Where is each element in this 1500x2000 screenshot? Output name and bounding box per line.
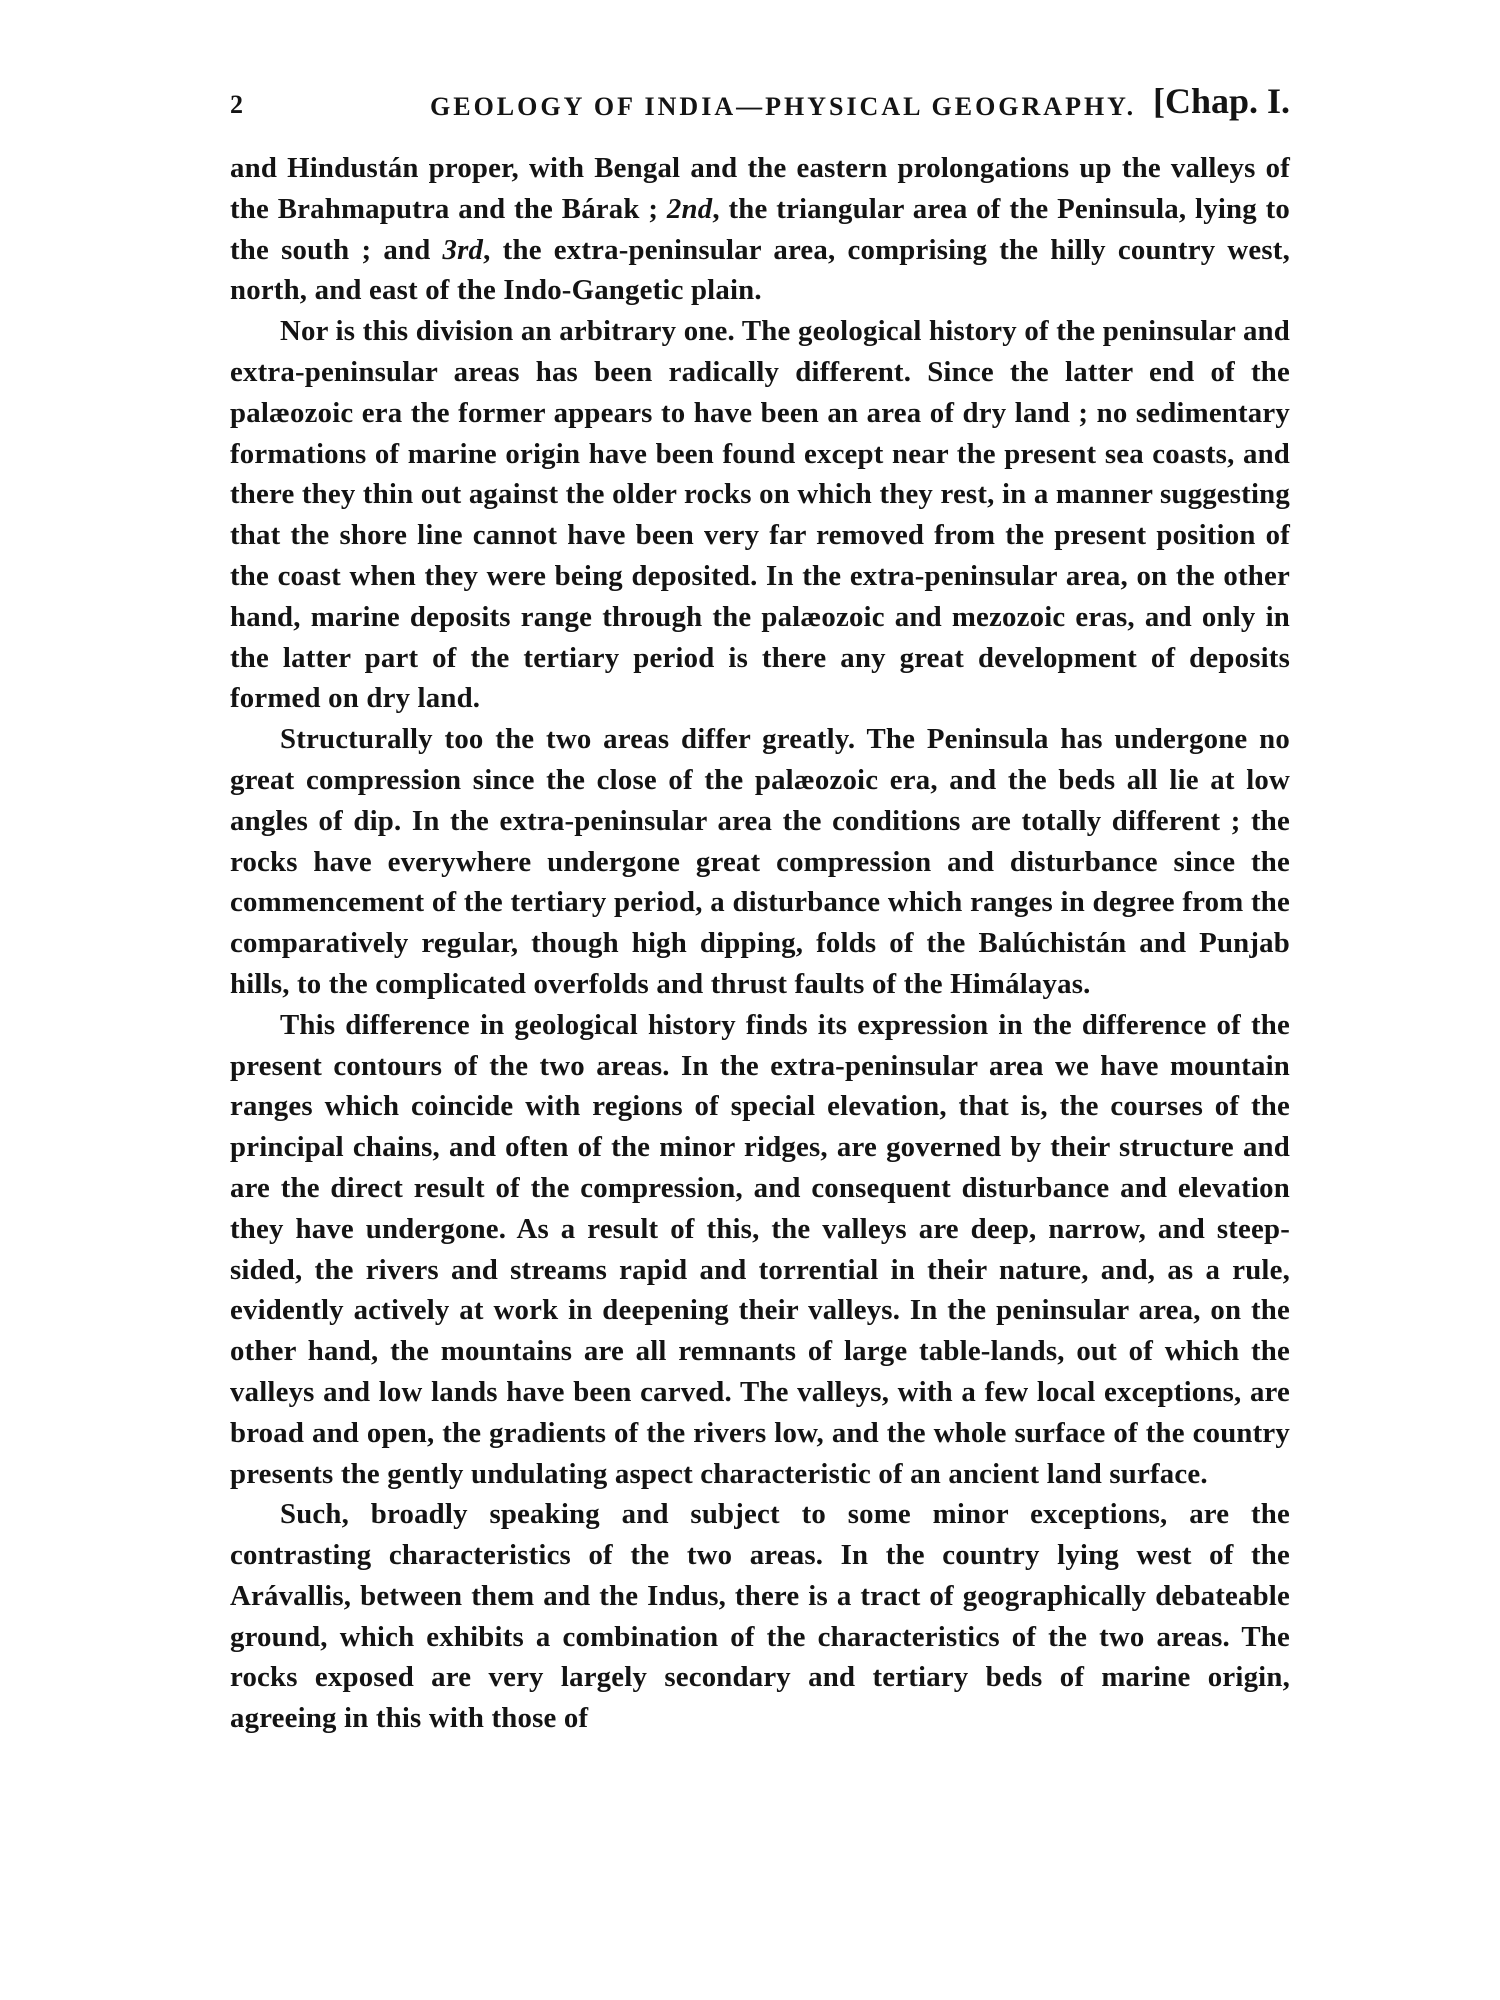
italic-ordinal: 3rd [442,233,484,266]
italic-ordinal: 2nd [666,192,713,225]
paragraph: and Hindustán proper, with Bengal and the eastern prolongations up the valleys of the Brahmaputra and the Bárak ; 2nd, the triangular area of the Peninsula, lying to the south ; and 3rd, the extra-peninsular area, comprising the hilly country west, north, and east of the Indo-Gangetic plain. [230,152,1290,307]
running-title: GEOLOGY OF INDIA—PHYSICAL GEOGRAPHY. [430,92,1137,121]
paragraph: This difference in geological history finds its expression in the difference of the present contours of the two areas. In the extra-peninsular area we have mountain ranges which coincide with regions of special elevation, that is, the courses of the principal chains, and often of the minor ridges, are governed by their structure and are the direct result of the compression, and consequent disturbance and elevation they have undergone. As a result of this, the valleys are deep, narrow, and steep-sided, the rivers and streams rapid and torrential in their nature, and, as a rule, evidently actively at work in deepening their valleys. In the peninsular area, on the other hand, the mountains are all remnants of large table-lands, out of which the valleys and low lands have been carved. The valleys, with a few local exceptions, are broad and open, the gradients of the rivers low, and the whole surface of the country presents the gently undulating aspect characteristic of an ancient land surface. [230,1008,1290,1490]
paragraph: Nor is this division an arbitrary one. The geological history of the peninsular and extra-peninsular areas has been radically different. Since the latter end of the palæozoic era the former appears to have been an area of dry land ; no sedimentary formations of marine origin have been found except near the present sea coasts, and there they thin out against the older rocks on which they rest, in a manner suggesting that the shore line cannot have been very far removed from the present position of the coast when they were being deposited. In the extra-peninsular area, on the other hand, marine deposits range through the palæozoic and mezozoic eras, and only in the latter part of the tertiary period is there any great development of deposits formed on dry land. [230,315,1290,715]
running-head [230,80,1290,130]
chapter-label: [Chap. I. [1152,81,1290,121]
paragraph: Structurally too the two areas differ greatly. The Peninsula has undergone no great compression since the close of the palæozoic era, and the beds all lie at low angles of dip. In the extra-peninsular area the conditions are totally different ; the rocks have everywhere undergone great compression and disturbance since the commencement of the tertiary period, a disturbance which ranges in degree from the comparatively regular, though high dipping, folds of the Balúchistán and Punjab hills, to the complicated overfolds and thrust faults of the Himálayas. [230,723,1290,1000]
body-text [230,148,1290,1739]
paragraph: Such, broadly speaking and subject to some minor exceptions, are the contrasting characteristics of the two areas. In the country lying west of the Arávallis, between them and the Indus, there is a tract of geographically debateable ground, which exhibits a combination of the characteristics of the two areas. The rocks exposed are very largely secondary and tertiary beds of marine origin, agreeing in this with those of [230,1498,1290,1735]
page-number: 2 [230,90,243,119]
